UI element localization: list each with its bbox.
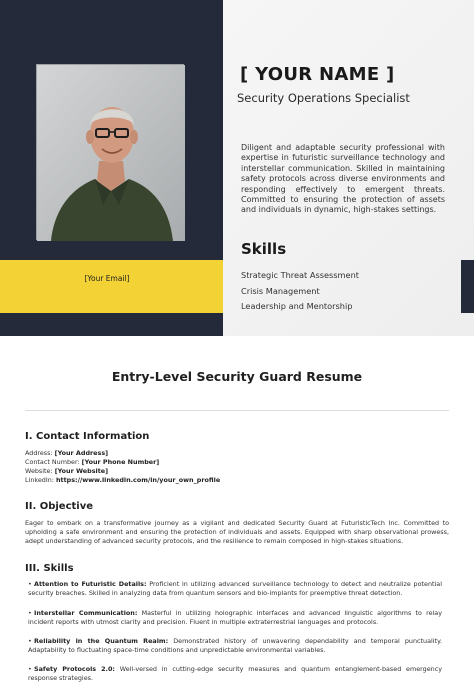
skills-card-list — [241, 268, 359, 315]
skill-title: Reliability in the Quantum Realm: — [34, 637, 169, 645]
contact-value: [Your Phone Number] — [81, 458, 160, 466]
skills-card-item: Crisis Management — [241, 285, 320, 296]
contact-value: https://www.linkedin.com/in/your_own_profile — [55, 476, 221, 484]
document-title: Entry-Level Security Guard Resume — [111, 369, 363, 384]
candidate-name: [ YOUR NAME ] — [240, 64, 395, 85]
contact-row-linkedin — [25, 476, 220, 485]
contact-row-website — [25, 467, 108, 476]
skill-text: Proficient in utilizing advanced surveillance technology to detect and neutralize potential security breaches. Skilled in analyzing data from quantum sensors and bio-implants for preemptive threat detection. — [28, 580, 442, 598]
email-text: [Your Email] — [84, 274, 130, 283]
contact-label: Contact Number: — [25, 458, 80, 466]
profile-photo — [36, 64, 184, 240]
skills-card-heading: Skills — [241, 240, 287, 258]
skill-text: Well-versed in cutting-edge security measures and quantum entanglement-based emergency response strategies. — [28, 665, 442, 683]
contact-label: LinkedIn: — [25, 476, 54, 484]
skill-bullet: • Safety Protocols 2.0: Well-versed in cutting-edge security measures and quantum entanglement-based emergency response strategies. — [28, 665, 442, 683]
contact-heading: I. Contact Information — [25, 431, 150, 442]
skill-bullet: • Interstellar Communication: Masterful in utilizing holographic interfaces and advanced linguistic algorithms to relay incident reports with utmost clarity and precision. Fluent in multiple extraterrestrial languages and protocols. — [28, 609, 442, 627]
skills-heading: III. Skills — [25, 563, 74, 574]
email-banner — [0, 260, 223, 313]
contact-label: Address: — [25, 449, 53, 457]
skills-card-item: Strategic Threat Assessment — [241, 270, 359, 280]
skill-text: Masterful in utilizing holographic interfaces and advanced linguistic algorithms to relay incident reports with utmost clarity and precision. Fluent in multiple extraterrestrial languages and protocols. — [28, 609, 442, 627]
skill-bullet: • Attention to Futuristic Details: Proficient in utilizing advanced surveillance technology to detect and neutralize potential security breaches. Skilled in analyzing data from quantum sensors and bio-implants for preemptive threat detection. — [28, 580, 442, 598]
contact-value: [Your Website] — [54, 467, 108, 475]
skill-title: Interstellar Communication: — [34, 609, 138, 617]
skill-title: Attention to Futuristic Details: — [34, 580, 147, 588]
profile-summary: Diligent and adaptable security professional with expertise in futuristic surveillance technology and interstellar communication. Skilled in maintaining safety protocols across diverse environments and responding effectively to emergent threats. Committed to ensuring the protection of assets and individuals in dynamic, high-stakes settings. — [241, 143, 445, 215]
title-divider — [25, 410, 449, 411]
portrait-illustration — [37, 65, 185, 241]
objective-text: Eager to embark on a transformative journey as a vigilant and dedicated Security Guard at FuturisticTech Inc. Committed to upholding a safe environment and ensuring the protection of individuals and assets. Equipped with sharp observational prowess, adept understanding of advanced security protocols, and the resilience to remain composed in high-stakes situations. — [25, 519, 449, 546]
contact-row-address — [25, 449, 108, 458]
skill-text: Demonstrated history of unwavering dependability and temporal punctuality. Adaptability to fluctuating space-time conditions and unpredictable environmental variables. — [28, 637, 442, 655]
side-accent-tab — [461, 260, 474, 313]
contact-row-phone — [25, 458, 159, 467]
contact-label: Website: — [25, 467, 53, 475]
skills-card-item: Leadership and Mentorship — [241, 301, 353, 311]
skill-bullet: • Reliability in the Quantum Realm: Demonstrated history of unwavering dependability and temporal punctuality. Adaptability to fluctuating space-time conditions and unpredictable environmental variables. — [28, 637, 442, 655]
resume-header — [0, 0, 474, 336]
objective-heading: II. Objective — [25, 501, 94, 512]
contact-value: [Your Address] — [54, 449, 109, 457]
candidate-title: Security Operations Specialist — [237, 91, 410, 105]
skill-title: Safety Protocols 2.0: — [34, 665, 115, 673]
